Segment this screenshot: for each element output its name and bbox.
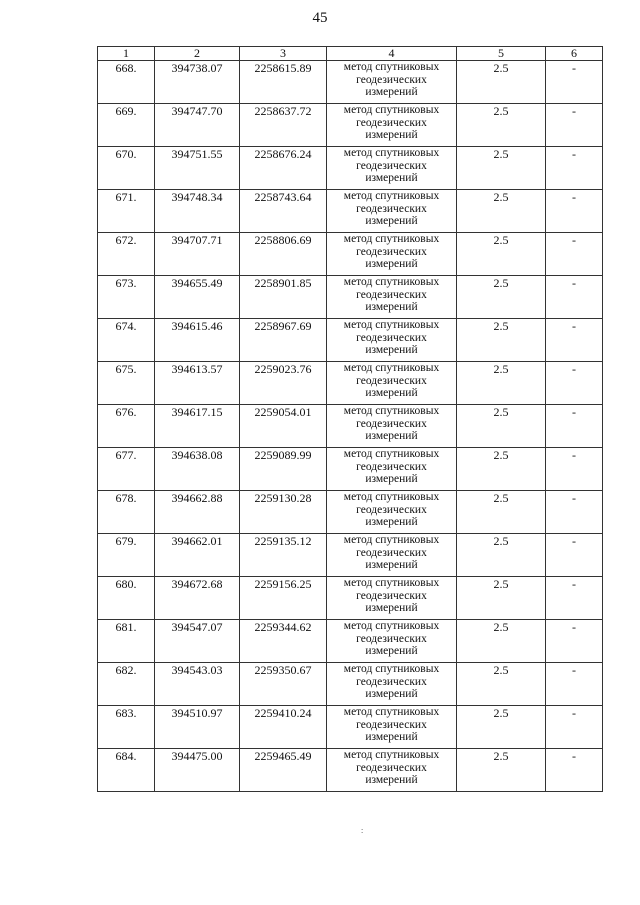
method-line: метод спутниковых	[343, 61, 440, 73]
method-cell	[327, 319, 457, 362]
point-number-cell: 684.	[98, 749, 155, 792]
point-number-cell: 681.	[98, 620, 155, 663]
column-header: 4	[327, 47, 457, 61]
method-line: измерений	[365, 473, 418, 485]
method-line: измерений	[365, 129, 418, 141]
method-line: измерений	[365, 301, 418, 313]
method-line: геодезических	[356, 632, 427, 645]
point-number-cell: 680.	[98, 577, 155, 620]
method-line: геодезических	[356, 288, 427, 301]
point-number-cell: 672.	[98, 233, 155, 276]
method-line: метод спутниковых	[343, 448, 440, 460]
note-cell: -	[546, 620, 603, 663]
y-coordinate-cell: 2259135.12	[240, 534, 327, 577]
method-line: измерений	[365, 86, 418, 98]
y-coordinate-cell: 2259410.24	[240, 706, 327, 749]
method-cell	[327, 233, 457, 276]
table-row	[98, 448, 603, 491]
x-coordinate-cell: 394510.97	[155, 706, 240, 749]
method-line: геодезических	[356, 761, 427, 774]
method-cell	[327, 276, 457, 319]
method-line: геодезических	[356, 460, 427, 473]
accuracy-cell: 2.5	[457, 61, 546, 104]
accuracy-cell: 2.5	[457, 577, 546, 620]
x-coordinate-cell: 394613.57	[155, 362, 240, 405]
method-line: измерений	[365, 258, 418, 270]
method-line: метод спутниковых	[343, 147, 440, 159]
y-coordinate-cell: 2258615.89	[240, 61, 327, 104]
table-row	[98, 405, 603, 448]
x-coordinate-cell: 394747.70	[155, 104, 240, 147]
accuracy-cell: 2.5	[457, 663, 546, 706]
accuracy-cell: 2.5	[457, 405, 546, 448]
method-cell	[327, 749, 457, 792]
footer-mark: :	[361, 826, 364, 835]
accuracy-cell: 2.5	[457, 276, 546, 319]
method-line: метод спутниковых	[343, 233, 440, 245]
y-coordinate-cell: 2259156.25	[240, 577, 327, 620]
accuracy-cell: 2.5	[457, 319, 546, 362]
y-coordinate-cell: 2259089.99	[240, 448, 327, 491]
column-header: 2	[155, 47, 240, 61]
y-coordinate-cell: 2259023.76	[240, 362, 327, 405]
accuracy-cell: 2.5	[457, 147, 546, 190]
method-line: измерений	[365, 387, 418, 399]
method-line: метод спутниковых	[343, 620, 440, 632]
y-coordinate-cell: 2258676.24	[240, 147, 327, 190]
y-coordinate-cell: 2259054.01	[240, 405, 327, 448]
point-number-cell: 677.	[98, 448, 155, 491]
method-cell	[327, 491, 457, 534]
table-row	[98, 620, 603, 663]
method-line: метод спутниковых	[343, 663, 440, 675]
x-coordinate-cell: 394707.71	[155, 233, 240, 276]
method-line: метод спутниковых	[343, 749, 440, 761]
y-coordinate-cell: 2258806.69	[240, 233, 327, 276]
table-row	[98, 190, 603, 233]
note-cell: -	[546, 663, 603, 706]
method-line: геодезических	[356, 245, 427, 258]
x-coordinate-cell: 394638.08	[155, 448, 240, 491]
point-number-cell: 676.	[98, 405, 155, 448]
method-line: метод спутниковых	[343, 319, 440, 331]
method-line: измерений	[365, 215, 418, 227]
method-line: метод спутниковых	[343, 577, 440, 589]
y-coordinate-cell: 2259344.62	[240, 620, 327, 663]
x-coordinate-cell: 394617.15	[155, 405, 240, 448]
column-header: 3	[240, 47, 327, 61]
point-number-cell: 673.	[98, 276, 155, 319]
method-line: геодезических	[356, 202, 427, 215]
method-cell	[327, 362, 457, 405]
table-row	[98, 534, 603, 577]
method-line: измерений	[365, 731, 418, 743]
method-line: метод спутниковых	[343, 362, 440, 374]
x-coordinate-cell: 394662.88	[155, 491, 240, 534]
method-cell	[327, 577, 457, 620]
method-line: геодезических	[356, 331, 427, 344]
method-line: метод спутниковых	[343, 491, 440, 503]
method-line: измерений	[365, 559, 418, 571]
x-coordinate-cell: 394475.00	[155, 749, 240, 792]
note-cell: -	[546, 319, 603, 362]
method-cell	[327, 405, 457, 448]
note-cell: -	[546, 362, 603, 405]
accuracy-cell: 2.5	[457, 448, 546, 491]
x-coordinate-cell: 394543.03	[155, 663, 240, 706]
x-coordinate-cell: 394662.01	[155, 534, 240, 577]
accuracy-cell: 2.5	[457, 706, 546, 749]
method-line: метод спутниковых	[343, 190, 440, 202]
method-cell	[327, 147, 457, 190]
y-coordinate-cell: 2259130.28	[240, 491, 327, 534]
x-coordinate-cell: 394672.68	[155, 577, 240, 620]
note-cell: -	[546, 190, 603, 233]
column-header: 5	[457, 47, 546, 61]
note-cell: -	[546, 405, 603, 448]
y-coordinate-cell: 2258637.72	[240, 104, 327, 147]
method-line: метод спутниковых	[343, 104, 440, 116]
accuracy-cell: 2.5	[457, 362, 546, 405]
point-number-cell: 675.	[98, 362, 155, 405]
accuracy-cell: 2.5	[457, 534, 546, 577]
accuracy-cell: 2.5	[457, 233, 546, 276]
method-line: метод спутниковых	[343, 706, 440, 718]
table-row	[98, 276, 603, 319]
note-cell: -	[546, 577, 603, 620]
accuracy-cell: 2.5	[457, 104, 546, 147]
y-coordinate-cell: 2258967.69	[240, 319, 327, 362]
method-line: измерений	[365, 688, 418, 700]
table-row	[98, 491, 603, 534]
x-coordinate-cell: 394748.34	[155, 190, 240, 233]
method-line: метод спутниковых	[343, 534, 440, 546]
note-cell: -	[546, 534, 603, 577]
method-line: геодезических	[356, 374, 427, 387]
point-number-cell: 679.	[98, 534, 155, 577]
column-header: 6	[546, 47, 603, 61]
method-line: геодезических	[356, 159, 427, 172]
point-number-cell: 674.	[98, 319, 155, 362]
method-line: геодезических	[356, 116, 427, 129]
y-coordinate-cell: 2258901.85	[240, 276, 327, 319]
method-cell	[327, 448, 457, 491]
table-row	[98, 147, 603, 190]
note-cell: -	[546, 448, 603, 491]
accuracy-cell: 2.5	[457, 491, 546, 534]
method-line: измерений	[365, 774, 418, 786]
method-cell	[327, 534, 457, 577]
table-row	[98, 749, 603, 792]
method-line: метод спутниковых	[343, 405, 440, 417]
coordinates-table	[97, 46, 603, 792]
page-number: 45	[312, 10, 328, 26]
method-line: геодезических	[356, 546, 427, 559]
method-cell	[327, 61, 457, 104]
point-number-cell: 669.	[98, 104, 155, 147]
method-line: измерений	[365, 602, 418, 614]
column-header: 1	[98, 47, 155, 61]
accuracy-cell: 2.5	[457, 749, 546, 792]
x-coordinate-cell: 394738.07	[155, 61, 240, 104]
method-line: измерений	[365, 516, 418, 528]
table-row	[98, 104, 603, 147]
note-cell: -	[546, 276, 603, 319]
method-cell	[327, 620, 457, 663]
accuracy-cell: 2.5	[457, 620, 546, 663]
method-line: измерений	[365, 172, 418, 184]
y-coordinate-cell: 2259350.67	[240, 663, 327, 706]
method-line: геодезических	[356, 718, 427, 731]
table-row	[98, 362, 603, 405]
table-row	[98, 577, 603, 620]
method-line: геодезических	[356, 503, 427, 516]
table-body	[98, 61, 603, 792]
note-cell: -	[546, 61, 603, 104]
method-line: геодезических	[356, 589, 427, 602]
point-number-cell: 683.	[98, 706, 155, 749]
table-row	[98, 233, 603, 276]
note-cell: -	[546, 749, 603, 792]
note-cell: -	[546, 104, 603, 147]
x-coordinate-cell: 394751.55	[155, 147, 240, 190]
table-row	[98, 61, 603, 104]
note-cell: -	[546, 491, 603, 534]
method-line: метод спутниковых	[343, 276, 440, 288]
method-line: геодезических	[356, 417, 427, 430]
table-row	[98, 663, 603, 706]
point-number-cell: 682.	[98, 663, 155, 706]
method-line: геодезических	[356, 73, 427, 86]
method-line: измерений	[365, 645, 418, 657]
y-coordinate-cell: 2259465.49	[240, 749, 327, 792]
method-cell	[327, 663, 457, 706]
point-number-cell: 678.	[98, 491, 155, 534]
table-row	[98, 706, 603, 749]
note-cell: -	[546, 147, 603, 190]
method-line: измерений	[365, 430, 418, 442]
x-coordinate-cell: 394655.49	[155, 276, 240, 319]
note-cell: -	[546, 706, 603, 749]
x-coordinate-cell: 394547.07	[155, 620, 240, 663]
x-coordinate-cell: 394615.46	[155, 319, 240, 362]
point-number-cell: 670.	[98, 147, 155, 190]
method-line: измерений	[365, 344, 418, 356]
method-cell	[327, 706, 457, 749]
point-number-cell: 671.	[98, 190, 155, 233]
method-line: геодезических	[356, 675, 427, 688]
accuracy-cell: 2.5	[457, 190, 546, 233]
table-row	[98, 319, 603, 362]
y-coordinate-cell: 2258743.64	[240, 190, 327, 233]
point-number-cell: 668.	[98, 61, 155, 104]
method-cell	[327, 104, 457, 147]
header-row	[98, 47, 603, 61]
note-cell: -	[546, 233, 603, 276]
method-cell	[327, 190, 457, 233]
